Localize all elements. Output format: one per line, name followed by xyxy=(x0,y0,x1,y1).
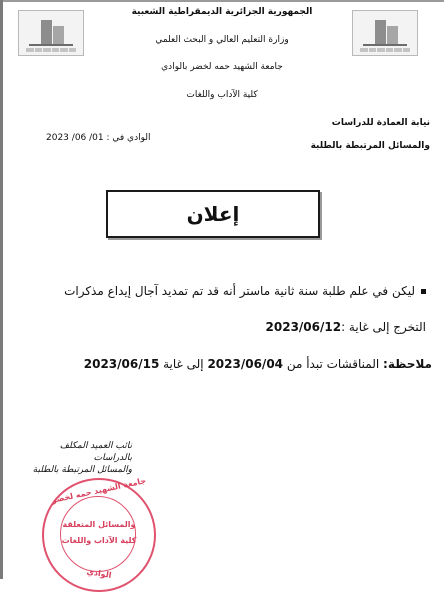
department-line-2: والمسائل المرتبطة بالطلبة xyxy=(310,141,430,151)
stamp-middle-text-1: والمسائل المتعلقة xyxy=(62,520,136,529)
document-date: الوادي في : 01/ 06/ 2023 xyxy=(46,133,151,143)
university-header: جامعة الشهيد حمه لخضر بالوادي xyxy=(161,62,283,72)
signature-subtitle: والمسائل المرتبطة بالطلبة xyxy=(32,465,132,475)
deadline-date: 2023/06/12 xyxy=(265,320,342,334)
announcement-line-2 xyxy=(266,319,426,335)
signature-title: نائب العميد المكلف بالدراسات xyxy=(59,441,132,463)
note-line xyxy=(84,356,432,372)
note-from-date: 2023/06/04 xyxy=(207,357,284,371)
republic-header: الجمهورية الجزائرية الديمقراطية الشعبية xyxy=(131,7,313,17)
announcement-line-1-text: ليكن في علم طلبة سنة ثانية ماستر أنه قد تم تمديد آجال إيداع مذكرات xyxy=(64,284,415,298)
stamp-middle-text-2: كلية الآداب واللغات xyxy=(61,536,137,545)
announcement-line-1 xyxy=(64,283,426,299)
department-line-1: نيابة العمادة للدراسات xyxy=(331,118,430,128)
top-border xyxy=(0,0,444,2)
stamp-top-text: جامعة الشهيد حمه لخضر xyxy=(50,476,147,505)
note-label: ملاحظة: xyxy=(383,357,432,371)
bullet-icon xyxy=(421,289,426,294)
note-mid-text: إلى غاية xyxy=(159,357,208,371)
official-stamp xyxy=(42,478,156,592)
stamp-bottom-text: الوادي xyxy=(86,567,113,580)
left-border xyxy=(0,0,3,579)
ministry-header: وزارة التعليم العالي و البحث العلمي xyxy=(155,35,289,45)
note-to-date: 2023/06/15 xyxy=(83,357,160,371)
note-text: المناقشات تبدأ من xyxy=(283,357,384,371)
announcement-title: إعلان xyxy=(106,190,320,238)
faculty-header: كلية الآداب واللغات xyxy=(186,90,258,100)
deadline-text: التخرج إلى غاية : xyxy=(341,320,426,334)
